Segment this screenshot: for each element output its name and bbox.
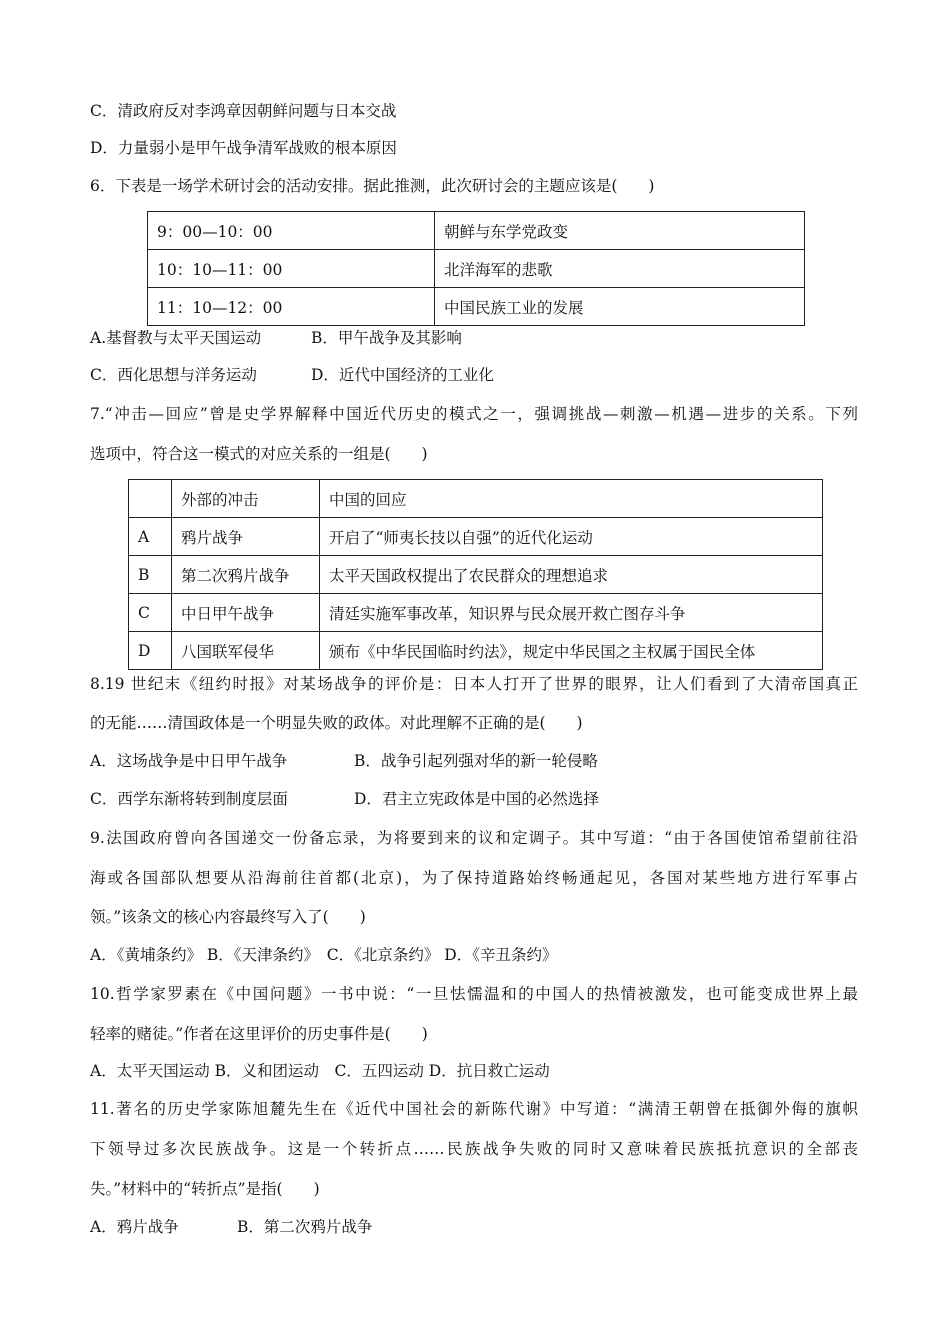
schedule-time: 10：10—11：00 (148, 250, 435, 288)
row-key: D (129, 632, 172, 670)
table-row (129, 518, 823, 556)
q6-options-row-2 (90, 365, 494, 385)
row-key: A (129, 518, 172, 556)
q10-options: A．太平天国运动 B．义和团运动 C．五四运动 D．抗日救亡运动 (90, 1062, 550, 1080)
schedule-time: 9：00—10：00 (148, 212, 435, 250)
q9-stem-line-2: 海或各国部队想要从沿海前往首都(北京)，为了保持道路始终畅通起见，各国对某些地方进行军事占 (90, 869, 858, 887)
row-response: 颁布《中华民国临时约法》，规定中华民国之主权属于国民全体 (320, 632, 823, 670)
header-impact: 外部的冲击 (172, 480, 320, 518)
q8-option-a: A．这场战争是中日甲午战争 (90, 752, 288, 770)
header-response: 中国的回应 (320, 480, 823, 518)
q6-option-b: B．甲午战争及其影响 (311, 329, 462, 347)
schedule-topic: 北洋海军的悲歌 (435, 250, 805, 288)
schedule-topic: 朝鲜与东学党政变 (435, 212, 805, 250)
table-row (129, 632, 823, 670)
q10-stem-line-1: 10.哲学家罗素在《中国问题》一书中说：“一旦怯懦温和的中国人的热情被激发，也可能变成世界上最 (90, 985, 858, 1003)
q6-schedule-table (147, 211, 805, 326)
q5-option-d: D．力量弱小是甲午战争清军战败的根本原因 (90, 139, 397, 157)
header-blank (129, 480, 172, 518)
q11-stem-line-3: 失。”材料中的“转折点”是指( ) (90, 1180, 320, 1198)
q6-options-row-1 (90, 328, 462, 348)
q6-option-a: A.基督教与太平天国运动 (90, 329, 262, 347)
q8-options-row-1 (90, 751, 598, 771)
schedule-time: 11：10—12：00 (148, 288, 435, 326)
q6-stem: 6．下表是一场学术研讨会的活动安排。据此推测，此次研讨会的主题应该是( ) (90, 177, 655, 195)
q10-stem-line-2: 轻率的赌徒。”作者在这里评价的历史事件是( ) (90, 1025, 428, 1043)
q8-option-d: D．君主立宪政体是中国的必然选择 (354, 790, 599, 808)
q8-options-row-2 (90, 789, 599, 809)
q7-impact-response-table (128, 479, 823, 670)
row-key: B (129, 556, 172, 594)
table-row (148, 288, 805, 326)
row-impact: 八国联军侵华 (172, 632, 320, 670)
row-response: 清廷实施军事改革，知识界与民众展开救亡图存斗争 (320, 594, 823, 632)
q11-stem-line-1: 11.著名的历史学家陈旭麓先生在《近代中国社会的新陈代谢》中写道：“满清王朝曾在抵御外侮的旗帜 (90, 1100, 858, 1118)
q11-options (90, 1217, 372, 1237)
q5-option-c: C．清政府反对李鸿章因朝鲜问题与日本交战 (90, 102, 397, 120)
row-impact: 第二次鸦片战争 (172, 556, 320, 594)
row-response: 开启了“师夷长技以自强”的近代化运动 (320, 518, 823, 556)
row-impact: 鸦片战争 (172, 518, 320, 556)
q6-option-d: D．近代中国经济的工业化 (311, 366, 494, 384)
q9-stem-line-1: 9.法国政府曾向各国递交一份备忘录，为将要到来的议和定调子。其中写道：“由于各国使馆希望前往沿 (90, 829, 858, 847)
row-impact: 中日甲午战争 (172, 594, 320, 632)
table-header-row (129, 480, 823, 518)
q7-stem-line-1: 7.“冲击—回应”曾是史学界解释中国近代历史的模式之一，强调挑战—刺激—机遇—进步的关系。下列 (90, 405, 858, 423)
q8-stem-line-2: 的无能……清国政体是一个明显失败的政体。对此理解不正确的是( ) (90, 714, 583, 732)
q8-option-b: B．战争引起列强对华的新一轮侵略 (354, 752, 598, 770)
q6-option-c: C．西化思想与洋务运动 (90, 366, 257, 384)
schedule-topic: 中国民族工业的发展 (435, 288, 805, 326)
row-key: C (129, 594, 172, 632)
q9-options: A．《黄埔条约》 B．《天津条约》 C．《北京条约》 D．《辛丑条约》 (90, 946, 558, 964)
q7-stem-line-2: 选项中，符合这一模式的对应关系的一组是( ) (90, 445, 428, 463)
table-row (129, 556, 823, 594)
row-response: 太平天国政权提出了农民群众的理想追求 (320, 556, 823, 594)
q8-option-c: C．西学东渐将转到制度层面 (90, 790, 288, 808)
q8-stem-line-1: 8.19 世纪末《纽约时报》对某场战争的评价是：日本人打开了世界的眼界，让人们看到了大清帝国真正 (90, 675, 858, 693)
q11-stem-line-2: 下领导过多次民族战争。这是一个转折点……民族战争失败的同时又意味着民族抵抗意识的全部丧 (90, 1140, 858, 1158)
q11-option-b: B．第二次鸦片战争 (237, 1218, 373, 1236)
q11-option-a: A．鸦片战争 (90, 1218, 179, 1236)
q9-stem-line-3: 领。”该条文的核心内容最终写入了( ) (90, 908, 366, 926)
table-row (148, 250, 805, 288)
table-row (129, 594, 823, 632)
table-row (148, 212, 805, 250)
